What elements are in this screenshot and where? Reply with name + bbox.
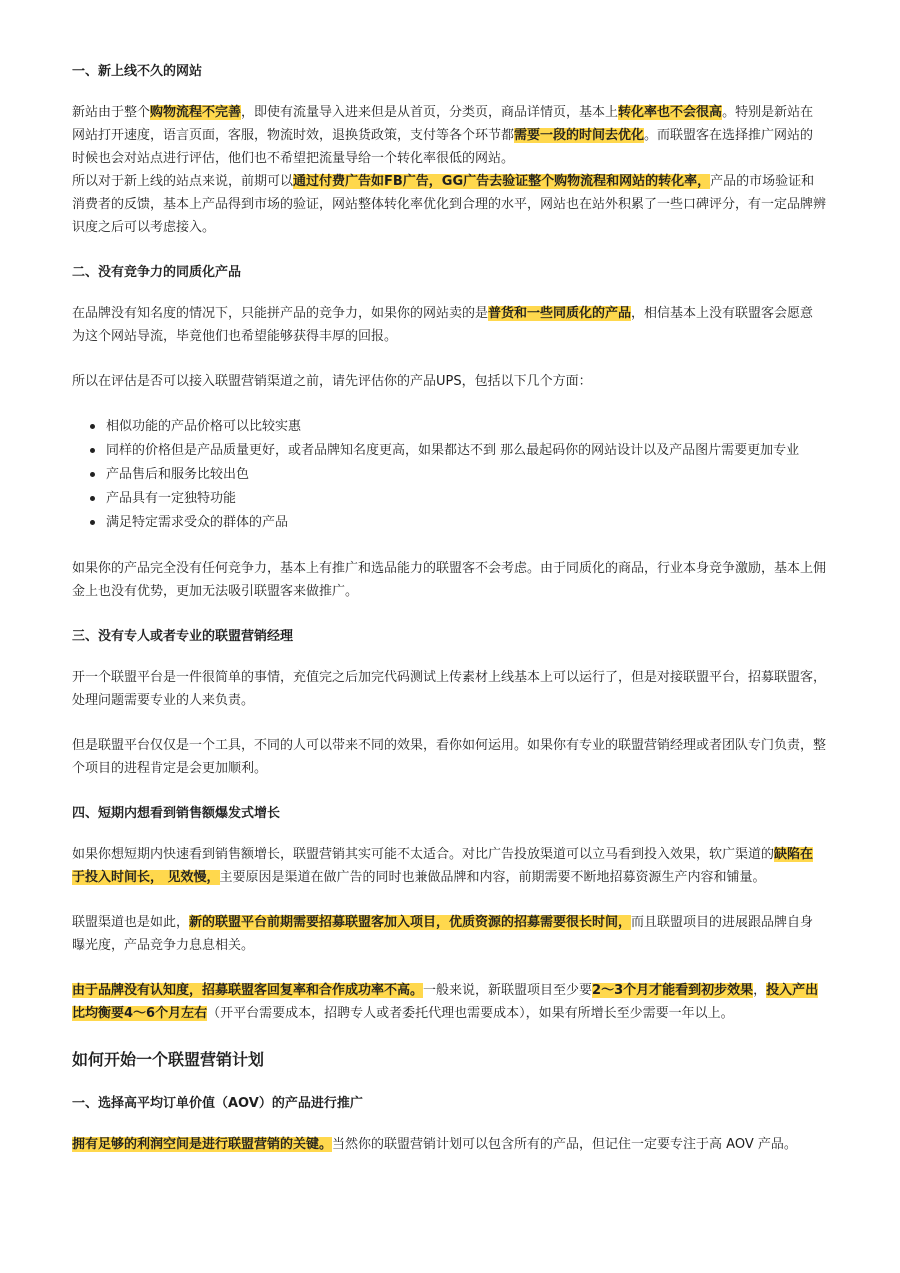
text-run: 新站由于整个 bbox=[72, 105, 151, 120]
highlight: 2～3个月才能看到初步效果 bbox=[592, 983, 754, 998]
highlight: 新的联盟平台前期需要招募联盟客加入项目，优质资源的招募需要很长时间， bbox=[189, 915, 632, 930]
paragraph-manager-1: 开一个联盟平台是一件很简单的事情，充值完之后加完代码测试上传素材上线基本上可以运行了，但是对接联盟平台，招募联盟客，处理问题需要专业的人来负责。 bbox=[72, 670, 827, 708]
section-heading-homogeneous-products: 二、没有竞争力的同质化产品 bbox=[72, 265, 242, 280]
paragraph-manager-2: 但是联盟平台仅仅是一个工具，不同的人可以带来不同的效果，看你如何运用。如果你有专业的联盟营销经理或者团队专门负责，整个项目的进程肯定是会更加顺利。 bbox=[72, 738, 827, 776]
text-run: 主要原因是渠道在做广告的同时也兼做品牌和内容，前期需要不断地招募资源生产内容和铺量。 bbox=[219, 870, 766, 885]
paragraph-growth-2 bbox=[72, 911, 826, 957]
section-heading-short-term-growth: 四、短期内想看到销售额爆发式增长 bbox=[72, 806, 281, 821]
highlight: 需要一段的时间去优化 bbox=[514, 128, 645, 143]
highlight: 由于品牌没有认知度，招募联盟客回复率和合作成功率不高。 bbox=[72, 983, 424, 998]
paragraph-products-2: 所以在评估是否可以接入联盟营销渠道之前，请先评估你的产品UPS，包括以下几个方面： bbox=[72, 374, 592, 389]
page-subtitle: 如何开始一个联盟营销计划 bbox=[72, 1050, 265, 1069]
text-run: 。而联盟客在选择推广网站的时候也会对站点进行评估，他们也不希望把流量导给一个转化率很低的网站。 bbox=[72, 128, 814, 166]
text-run: ， bbox=[753, 983, 767, 998]
text-run: ，即使有流量导入进来但是从首页，分类页，商品详情页，基本上 bbox=[241, 105, 619, 120]
text-run: 产品的市场验证和消费者的反馈，基本上产品得到市场的验证，网站整体转化率优化到合理的水平，网站也在站外积累了一些口碑评分，有一定品牌辨识度之后可以考虑接入。 bbox=[72, 174, 827, 235]
highlight: 缺陷在于投入时间长， 见效慢， bbox=[72, 847, 814, 885]
text-run: ，相信基本上没有联盟客会愿意为这个网站导流，毕竟他们也希望能够获得丰厚的回报。 bbox=[72, 306, 814, 344]
highlight: 普货和一些同质化的产品 bbox=[488, 306, 632, 321]
list-item: 产品售后和服务比较出色 bbox=[106, 463, 826, 486]
text-run: 在品牌没有知名度的情况下，只能拼产品的竞争力，如果你的网站卖的是 bbox=[72, 306, 489, 321]
text-run: 而且联盟项目的进展跟品牌自身曝光度，产品竞争力息息相关。 bbox=[72, 915, 814, 953]
highlight: 通过付费广告如FB广告，GG广告去验证整个购物流程和网站的转化率， bbox=[293, 174, 711, 189]
paragraph-new-sites-1 bbox=[72, 101, 826, 170]
highlight: 购物流程不完善 bbox=[150, 105, 242, 120]
paragraph-growth-1 bbox=[72, 843, 826, 889]
paragraph-aov-1 bbox=[72, 1133, 826, 1156]
paragraph-growth-3 bbox=[72, 979, 826, 1025]
list-item: 同样的价格但是产品质量更好，或者品牌知名度更高，如果都达不到 那么最起码你的网站设计以及产品图片需要更加专业 bbox=[106, 439, 826, 462]
section-heading-high-aov: 一、选择高平均订单价值（AOV）的产品进行推广 bbox=[72, 1096, 363, 1111]
section-heading-no-manager: 三、没有专人或者专业的联盟营销经理 bbox=[72, 629, 294, 644]
paragraph-new-sites-2 bbox=[72, 170, 826, 239]
paragraph-products-3: 如果你的产品完全没有任何竞争力，基本上有推广和选品能力的联盟客不会考虑。由于同质化的商品，行业本身竞争激励，基本上佣金上也没有优势，更加无法吸引联盟客来做推广。 bbox=[72, 561, 827, 599]
text-run: 所以对于新上线的站点来说，前期可以 bbox=[72, 174, 294, 189]
highlight: 拥有足够的利润空间是进行联盟营销的关键。 bbox=[72, 1137, 333, 1152]
list-item: 产品具有一定独特功能 bbox=[106, 487, 826, 510]
paragraph-products-1 bbox=[72, 302, 826, 348]
section-heading-new-sites: 一、新上线不久的网站 bbox=[72, 64, 203, 79]
text-run: （开平台需要成本，招聘专人或者委托代理也需要成本），如果有所增长至少需要一年以上。 bbox=[207, 1006, 734, 1021]
list-item: 相似功能的产品价格可以比较实惠 bbox=[106, 415, 826, 438]
highlight: 转化率也不会很高 bbox=[618, 105, 723, 120]
list-item: 满足特定需求受众的群体的产品 bbox=[106, 511, 826, 534]
usp-list bbox=[72, 415, 826, 534]
highlight: 投入产出比均衡要4～6个月左右 bbox=[72, 983, 819, 1021]
text-run: 。特别是新站在网站打开速度，语言页面，客服，物流时效，退换货政策，支付等各个环节都 bbox=[72, 105, 814, 143]
text-run: 一般来说，新联盟项目至少要 bbox=[423, 983, 593, 998]
text-run: 当然你的联盟营销计划可以包含所有的产品，但记住一定要专注于高 AOV 产品。 bbox=[332, 1137, 797, 1152]
text-run: 如果你想短期内快速看到销售额增长，联盟营销其实可能不太适合。对比广告投放渠道可以立马看到投入效果，软广渠道的 bbox=[72, 847, 775, 862]
text-run: 联盟渠道也是如此， bbox=[72, 915, 190, 930]
